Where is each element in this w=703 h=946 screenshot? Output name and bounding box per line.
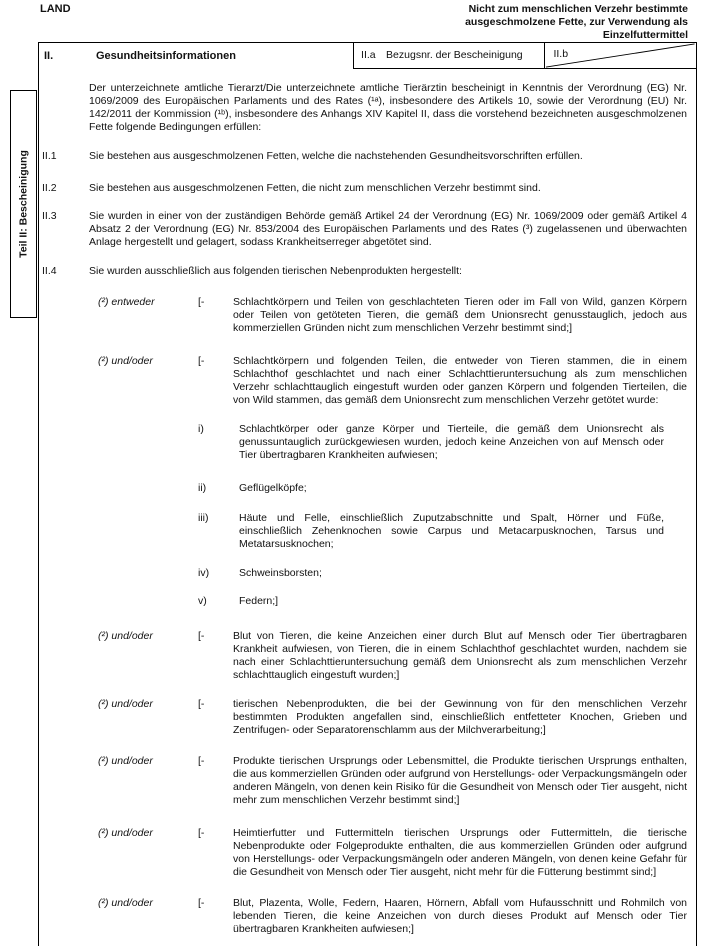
option-text: Blut von Tieren, die keine Anzeichen einer durch Blut auf Mensch oder Tier übertragbaren Krankheit aufwiesen, von Tieren, die in einem Schlachthof geschlachtet wurden, nachdem sie nach einer Schlachttieruntersuchung gemäß dem Unionsrecht als zum menschlichen Verzehr schlachttauglich eingestuft wurden;] (233, 630, 687, 681)
clause-text: Sie wurden in einer von der zuständigen Behörde gemäß Artikel 24 der Verordnung (EG) Nr. 1069/2009 oder gemäß Artikel 4 Absatz 2 der Verordnung (EG) Nr. 853/2004 des Europäischen Parlaments und des Rates (³) zugelassenen und überwachten Anlage hergestellt und gelagert, sodass Krankheitserreger abgetötet sind. (89, 210, 687, 248)
part-ii-sidebar (10, 90, 37, 318)
clause-ii3 (39, 210, 687, 249)
option-bracket: [- (198, 355, 205, 367)
clause-number: II.1 (42, 150, 57, 162)
certificate-title-line: Einzelfuttermittel (602, 29, 688, 41)
option-block-undoder (98, 827, 687, 879)
option-qualifier: (²) und/oder (98, 755, 153, 767)
option-text: Schlachtkörpern und Teilen von geschlachteten Tieren oder im Fall von Wild, ganzen Körpern oder Teilen von getöteten Tieren, die gemäß dem Unionsrecht genusstauglich, jedoch aus kommerziellen Gründen nicht zum menschlichen Verzehr bestimmt sind;] (233, 296, 687, 334)
option-qualifier: (²) und/oder (98, 698, 153, 710)
option-block-undoder (98, 355, 687, 407)
iib-label: II.b (553, 48, 569, 60)
option-bracket: [- (198, 630, 205, 642)
clause-number: II.3 (42, 210, 57, 222)
clause-number: II.4 (42, 265, 57, 277)
table-header-row (39, 43, 696, 69)
option-qualifier: (²) und/oder (98, 355, 153, 367)
intro-paragraph (39, 82, 687, 134)
clause-number: II.2 (42, 182, 57, 194)
country-label: LAND (40, 3, 71, 15)
roman-item-ii (198, 482, 664, 495)
iib-cell (544, 43, 696, 69)
roman-marker: i) (198, 423, 204, 435)
clause-ii4 (39, 265, 687, 278)
clause-text: Sie wurden ausschließlich aus folgenden tierischen Nebenprodukten hergestellt: (89, 265, 462, 277)
part-ii-sidebar-label: Teil II: Bescheinigung (17, 150, 29, 258)
option-block-entweder (98, 296, 687, 335)
roman-marker: iv) (198, 567, 210, 579)
roman-marker: iii) (198, 512, 209, 524)
roman-item-iv (198, 567, 664, 580)
certificate-body (39, 69, 696, 936)
clause-ii2 (39, 182, 687, 195)
roman-item-v (198, 595, 664, 608)
certificate-table (38, 42, 697, 946)
ref-cell-number: II.a (361, 49, 376, 61)
roman-marker: ii) (198, 482, 207, 494)
roman-item-iii (198, 512, 664, 551)
option-text: Produkte tierischen Ursprungs oder Lebensmittel, die Produkte tierischen Ursprungs enthalten, die aus kommerziellen Gründen oder aufgrund von Herstellungs- oder Verpackungsmängeln oder anderen Mängeln, von denen kein Risiko für die Gesundheit von Mensch oder Tier ausgeht, nicht mehr zum menschlichen Verzehr bestimmt sind;] (233, 755, 687, 806)
option-bracket: [- (198, 698, 205, 710)
intro-text: Der unterzeichnete amtliche Tierarzt/Die unterzeichnete amtliche Tierärztin bescheinigt in Kenntnis der Verordnung (EG) Nr. 1069/2009 des Europäischen Parlaments und des Rates (¹ᵃ), insbesondere des Artikels 10, sowie der Verordnung (EU) Nr. 142/2011 der Kommission (¹ᵇ), insbesondere des Anhangs XIV Kapitel II, dass die vorstehend bezeichneten ausgeschmolzenen Fette folgende Bedingungen erfüllen: (89, 82, 687, 133)
roman-item-i (198, 423, 664, 462)
option-bracket: [- (198, 296, 205, 308)
ref-cell-label: Bezugsnr. der Bescheinigung (386, 49, 523, 61)
certificate-title-line: ausgeschmolzene Fette, zur Verwendung als (465, 16, 688, 28)
option-qualifier: (²) entweder (98, 296, 155, 308)
option-qualifier: (²) und/oder (98, 827, 153, 839)
certificate-title-line: Nicht zum menschlichen Verzehr bestimmte (468, 3, 688, 15)
option-text: Schlachtkörpern und folgenden Teilen, die entweder von Tieren stammen, die in einem Schlachthof geschlachtet und nach einer Schlachttieruntersuchung als zum menschlichen Verzehr schlachttauglich eingestuft wurden oder ganzen Körpern und folgenden Tierteilen, die von Wild stammen, das gemäß dem Unionsrecht zum menschlichen Verzehr getötet wurde: (233, 355, 687, 406)
option-block-undoder (98, 755, 687, 807)
reference-number-cell (353, 43, 544, 69)
option-text: tierischen Nebenprodukten, die bei der Gewinnung von für den menschlichen Verzehr bestimmten Produkten angefallen sind, einschließlich entfetteter Knochen, Grieben und Zentrifugen- oder Separatorenschlamm aus der Milchverarbeitung;] (233, 698, 687, 736)
roman-marker: v) (198, 595, 207, 607)
diagonal-strike-line (545, 43, 696, 68)
roman-text: Schlachtkörper oder ganze Körper und Tierteile, die gemäß dem Unionsrecht als genussuntauglich zurückgewiesen wurden, jedoch keine Anzeichen von auf Mensch oder Tier übertragbaren Krankheiten aufwiesen; (239, 423, 664, 461)
section-title: Gesundheitsinformationen (96, 49, 236, 62)
option-text: Heimtierfutter und Futtermitteln tierischen Ursprungs oder Futtermitteln, die tierische Nebenprodukte oder Folgeprodukte enthalten, die aus kommerziellen Gründen oder aufgrund von Herstellungs- oder Verpackungsmängeln oder anderen Mängeln, von denen keine Gefahr für die Gesundheit von Mensch oder Tier ausgeht, nicht mehr für die Fütterung bestimmt sind;] (233, 827, 687, 878)
clause-ii1 (39, 150, 687, 163)
option-qualifier: (²) und/oder (98, 630, 153, 642)
option-block-undoder (98, 897, 687, 936)
section-header-cell (39, 43, 353, 69)
roman-text: Geflügelköpfe; (239, 482, 307, 494)
roman-text: Häute und Felle, einschließlich Zuputzabschnitte und Spalt, Hörner und Füße, einschließlich Zehenknochen sowie Carpus und Metacarpusknochen, Tarsus und Metatarsusknochen; (239, 512, 664, 550)
clause-text: Sie bestehen aus ausgeschmolzenen Fetten, die nicht zum menschlichen Verzehr bestimmt sind. (89, 182, 541, 194)
option-qualifier: (²) und/oder (98, 897, 153, 909)
certificate-title (465, 3, 688, 42)
option-bracket: [- (198, 897, 205, 909)
option-block-undoder (98, 698, 687, 737)
section-number: II. (44, 49, 54, 62)
option-bracket: [- (198, 755, 205, 767)
roman-text: Schweinsborsten; (239, 567, 322, 579)
clause-text: Sie bestehen aus ausgeschmolzenen Fetten, welche die nachstehenden Gesundheitsvorschriften erfüllen. (89, 150, 583, 162)
roman-text: Federn;] (239, 595, 279, 607)
option-bracket: [- (198, 827, 205, 839)
option-block-undoder (98, 630, 687, 682)
option-text: Blut, Plazenta, Wolle, Federn, Haaren, Hörnern, Abfall vom Hufausschnitt und Rohmilch von lebenden Tieren, die keine Anzeichen von durch dieses Produkt auf Mensch oder Tier übertragbaren Krankheiten aufwiesen;] (233, 897, 687, 935)
